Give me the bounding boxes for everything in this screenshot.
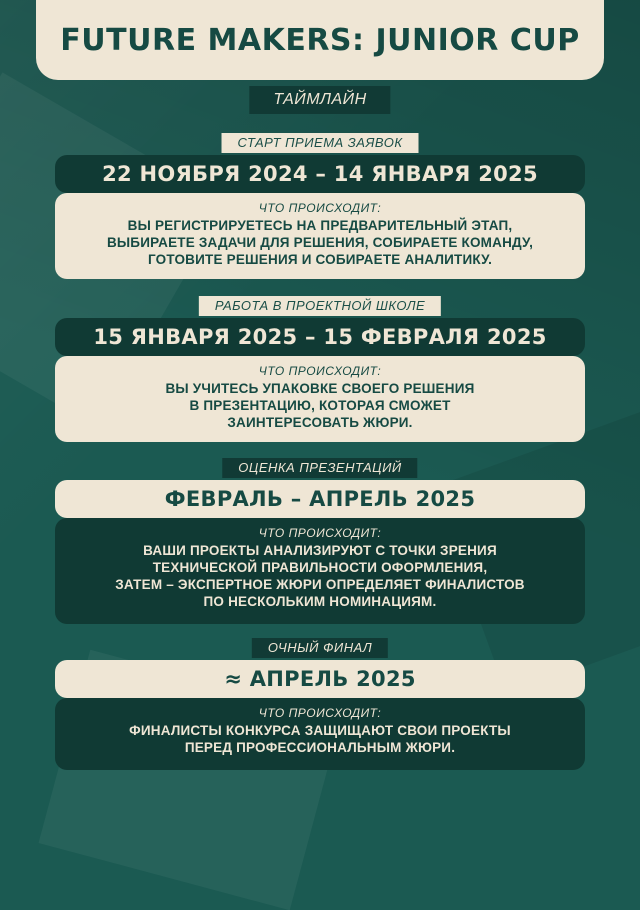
stage-text-2: ВЫ УЧИТЕСЬ УПАКОВКЕ СВОЕГО РЕШЕНИЯ В ПРЕЗЕНТАЦИЮ, КОТОРАЯ СМОЖЕТ ЗАИНТЕРЕСОВАТЬ ЖЮРИ. [165,381,475,430]
what-happens-label: ЧТО ПРОИСХОДИТ: [258,526,382,540]
stage-dates-4: ≈ АПРЕЛЬ 2025 [55,660,585,698]
stage-text-3: ВАШИ ПРОЕКТЫ АНАЛИЗИРУЮТ С ТОЧКИ ЗРЕНИЯ ТЕХНИЧЕСКОЙ ПРАВИЛЬНОСТИ ОФОРМЛЕНИЯ, ЗАТЕМ – ЭКСПЕРТНОЕ ЖЮРИ ОПРЕДЕЛЯЕТ ФИНАЛИСТОВ ПО НЕСКОЛЬКИМ НОМИНАЦИЯМ. [115,543,525,609]
stage-text-4: ФИНАЛИСТЫ КОНКУРСА ЗАЩИЩАЮТ СВОИ ПРОЕКТЫ ПЕРЕД ПРОФЕССИОНАЛЬНЫМ ЖЮРИ. [129,723,511,755]
stage-label-1: СТАРТ ПРИЕМА ЗАЯВОК [222,133,419,153]
stage-description-2 [55,356,585,442]
stage-label-3: ОЦЕНКА ПРЕЗЕНТАЦИЙ [222,458,417,478]
what-happens-label: ЧТО ПРОИСХОДИТ: [258,201,382,215]
stage-dates-3: ФЕВРАЛЬ – АПРЕЛЬ 2025 [55,480,585,518]
what-happens-label: ЧТО ПРОИСХОДИТ: [258,706,382,720]
what-happens-label: ЧТО ПРОИСХОДИТ: [258,364,382,378]
stage-text-1: ВЫ РЕГИСТРИРУЕТЕСЬ НА ПРЕДВАРИТЕЛЬНЫЙ ЭТАП, ВЫБИРАЕТЕ ЗАДАЧИ ДЛЯ РЕШЕНИЯ, СОБИРАЕТЕ КОМАНДУ, ГОТОВИТЕ РЕШЕНИЯ И СОБИРАЕТЕ АНАЛИТИКУ. [106,218,534,267]
stage-description-1 [55,193,585,279]
stage-label-2: РАБОТА В ПРОЕКТНОЙ ШКОЛЕ [199,296,441,316]
stage-dates-1: 22 НОЯБРЯ 2024 – 14 ЯНВАРЯ 2025 [55,155,585,193]
stage-label-4: ОЧНЫЙ ФИНАЛ [252,638,388,658]
stage-description-3 [55,518,585,624]
title-card [36,0,604,80]
page-title: FUTURE MAKERS: JUNIOR CUP [60,22,580,58]
stage-dates-2: 15 ЯНВАРЯ 2025 – 15 ФЕВРАЛЯ 2025 [55,318,585,356]
timeline-label: ТАЙМЛАЙН [249,86,390,114]
stage-description-4 [55,698,585,770]
